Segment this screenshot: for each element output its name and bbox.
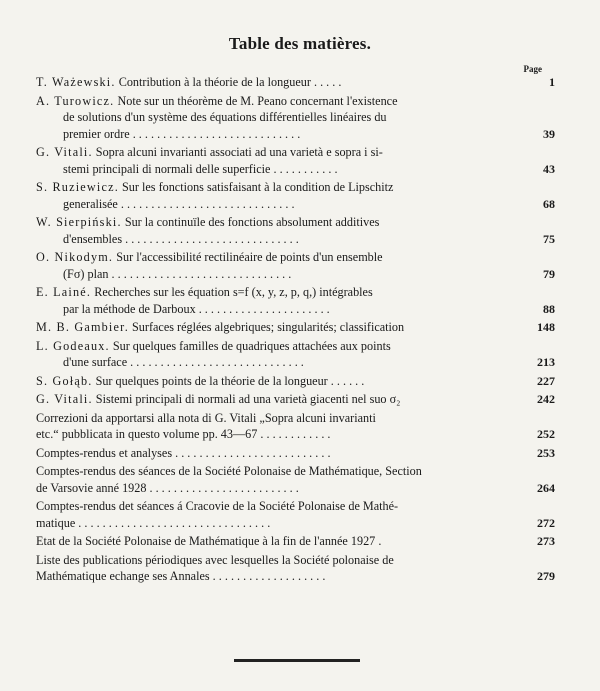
toc-entry-page-number: 148 — [537, 320, 555, 334]
toc-entry-line — [36, 410, 531, 427]
toc-entry-page-number: 39 — [543, 126, 555, 141]
toc-entry-line — [36, 568, 555, 585]
toc-entry-line — [36, 126, 555, 143]
toc-entry-author: L. Godeaux. — [36, 338, 110, 353]
toc-entry — [36, 319, 555, 336]
toc-entry-text: generalisée . . . . . . . . . . . . . . . . . . . . . . . . . . . . . — [63, 196, 295, 211]
toc-entry-line — [36, 515, 555, 532]
toc-entry — [36, 498, 555, 531]
toc-entry-line — [36, 463, 531, 480]
toc-entry-text: Comptes-rendus det séances á Cracovie de la Société Polonaise de Mathé- — [36, 499, 399, 513]
toc-entry — [36, 249, 555, 282]
toc-entry-line — [36, 196, 555, 213]
toc-entry-text: par la méthode de Darboux . . . . . . . . . . . . . . . . . . . . . . — [63, 301, 330, 316]
toc-entry-text: Surfaces réglées algebriques; singularités; classification — [132, 320, 405, 334]
toc-entry-line — [36, 231, 555, 248]
toc-entry — [36, 338, 555, 371]
toc-entry — [36, 179, 555, 212]
toc-entry-line — [36, 391, 555, 408]
toc-entry-author: W. Sierpiński. — [36, 215, 122, 229]
toc-entry — [36, 552, 555, 585]
toc-entry-text: Etat de la Société Polonaise de Mathématique à la fin de l'année 1927 . — [36, 534, 382, 548]
toc-entry-page-number: 1 — [549, 75, 555, 89]
toc-entry-line — [36, 144, 531, 161]
toc-entry — [36, 144, 555, 177]
toc-entry-line — [36, 214, 531, 231]
toc-entry — [36, 463, 555, 496]
toc-entry-text: Sistemi principali di normali ad una varietà giacenti nel suo σ₂ — [95, 392, 401, 406]
toc-entry-page-number: 272 — [537, 515, 555, 530]
toc-entry-line — [36, 179, 531, 196]
toc-entry-text: Comptes-rendus et analyses . . . . . . . . . . . . . . . . . . . . . . . . . . — [36, 445, 331, 460]
toc-entry-author: A. Turowicz. — [36, 93, 115, 108]
toc-entry-author: G. Vitali. — [36, 145, 93, 159]
toc-entry-page-number: 253 — [537, 445, 555, 460]
toc-entry-text: Sur quelques familles de quadriques attachées aux points — [112, 338, 391, 353]
table-of-contents — [36, 74, 555, 587]
toc-entry-text: Contribution à la théorie de la longueur . . . . . — [118, 75, 342, 89]
toc-entry — [36, 533, 555, 550]
toc-entry-author: S. Gołąb. — [36, 373, 93, 388]
toc-entry-line — [36, 109, 531, 126]
toc-entry-page-number: 279 — [537, 569, 555, 583]
toc-entry-text: matique . . . . . . . . . . . . . . . . . . . . . . . . . . . . . . . . — [36, 515, 271, 530]
toc-entry-text: Mathématique echange ses Annales . . . . . . . . . . . . . . . . . . . — [36, 569, 326, 583]
toc-entry-page-number: 213 — [537, 355, 555, 369]
page-column-label: Page — [523, 64, 542, 74]
toc-entry-author: G. Vitali. — [36, 392, 93, 406]
toc-entry-page-number: 242 — [537, 392, 555, 406]
toc-entry-text: Liste des publications périodiques avec lesquelles la Société polonaise de — [36, 552, 394, 567]
toc-entry-text: premier ordre . . . . . . . . . . . . . . . . . . . . . . . . . . . . — [63, 126, 301, 141]
toc-entry-line — [36, 480, 555, 497]
toc-entry — [36, 373, 555, 390]
toc-entry-line — [36, 319, 555, 336]
toc-entry-line — [36, 74, 555, 91]
toc-entry-line — [36, 552, 531, 569]
toc-entry-text: Sur les fonctions satisfaisant à la condition de Lipschitz — [122, 180, 394, 194]
toc-entry-page-number: 79 — [543, 266, 555, 281]
toc-entry-text: Comptes-rendus des séances de la Société Polonaise de Mathématique, Section — [36, 464, 422, 478]
toc-entry-line — [36, 338, 531, 355]
toc-entry-author: T. Ważewski. — [36, 75, 116, 89]
toc-entry-line — [36, 498, 531, 515]
toc-entry-page-number: 273 — [537, 534, 555, 548]
toc-entry — [36, 93, 555, 143]
toc-entry-text: etc.“ pubblicata in questo volume pp. 43—67 . . . . . . . . . . . . — [36, 427, 331, 441]
toc-entry — [36, 391, 555, 408]
toc-entry-text: stemi principali di normali delle superficie . . . . . . . . . . . — [63, 161, 338, 176]
toc-entry-author: M. B. Gambier. — [36, 320, 129, 334]
toc-entry — [36, 410, 555, 443]
toc-entry-author: E. Lainé. — [36, 285, 92, 299]
toc-entry — [36, 74, 555, 91]
toc-entry-page-number: 75 — [543, 231, 555, 246]
toc-entry-text: Sur la continuïle des fonctions absolument additives — [124, 215, 380, 229]
toc-entry-text: d'une surface . . . . . . . . . . . . . . . . . . . . . . . . . . . . . — [63, 355, 304, 369]
toc-entry-text: d'ensembles . . . . . . . . . . . . . . . . . . . . . . . . . . . . . — [63, 231, 299, 246]
toc-entry — [36, 445, 555, 462]
bottom-rule — [234, 659, 360, 662]
toc-entry-text: Recherches sur les équation s=f (x, y, z, p, q,) intégrables — [94, 285, 373, 299]
toc-entry-text: Sopra alcuni invarianti associati ad una varietà e sopra i si- — [95, 145, 383, 159]
toc-entry-page-number: 227 — [537, 373, 555, 388]
toc-entry-text: de solutions d'un système des équations différentielles linéaires du — [63, 110, 387, 124]
toc-entry-text: Correzioni da apportarsi alla nota di G. Vitali „Sopra alcuni invarianti — [36, 410, 376, 425]
toc-entry-page-number: 88 — [543, 301, 555, 316]
toc-entry-page-number: 43 — [543, 161, 555, 176]
toc-entry — [36, 214, 555, 247]
toc-entry-text: de Varsovie anné 1928 . . . . . . . . . . . . . . . . . . . . . . . . . — [36, 480, 299, 495]
toc-entry-page-number: 252 — [537, 427, 555, 441]
toc-entry-line — [36, 284, 531, 301]
toc-entry-text: (Fσ) plan . . . . . . . . . . . . . . . . . . . . . . . . . . . . . . — [63, 266, 292, 281]
toc-entry-page-number: 264 — [537, 480, 555, 495]
toc-entry-author: S. Ruziewicz. — [36, 180, 119, 194]
toc-entry-line — [36, 249, 531, 266]
toc-entry-line — [36, 161, 555, 178]
toc-entry-author: O. Nikodym. — [36, 250, 114, 264]
toc-entry-text: Sur l'accessibilité rectilinéaire de points d'un ensemble — [116, 250, 383, 264]
toc-entry-line — [36, 354, 555, 371]
toc-entry-text: Sur quelques points de la théorie de la longueur . . . . . . — [95, 373, 365, 388]
toc-entry-line — [36, 301, 555, 318]
toc-entry-line — [36, 445, 555, 462]
page-title: Table des matières. — [228, 34, 372, 53]
toc-entry-line — [36, 93, 531, 110]
toc-entry — [36, 284, 555, 317]
toc-entry-line — [36, 533, 555, 550]
toc-entry-line — [36, 266, 555, 283]
toc-entry-text: Note sur un théorème de M. Peano concernant l'existence — [117, 93, 398, 108]
toc-entry-page-number: 68 — [543, 196, 555, 211]
toc-entry-line — [36, 426, 555, 443]
toc-entry-line — [36, 373, 555, 390]
